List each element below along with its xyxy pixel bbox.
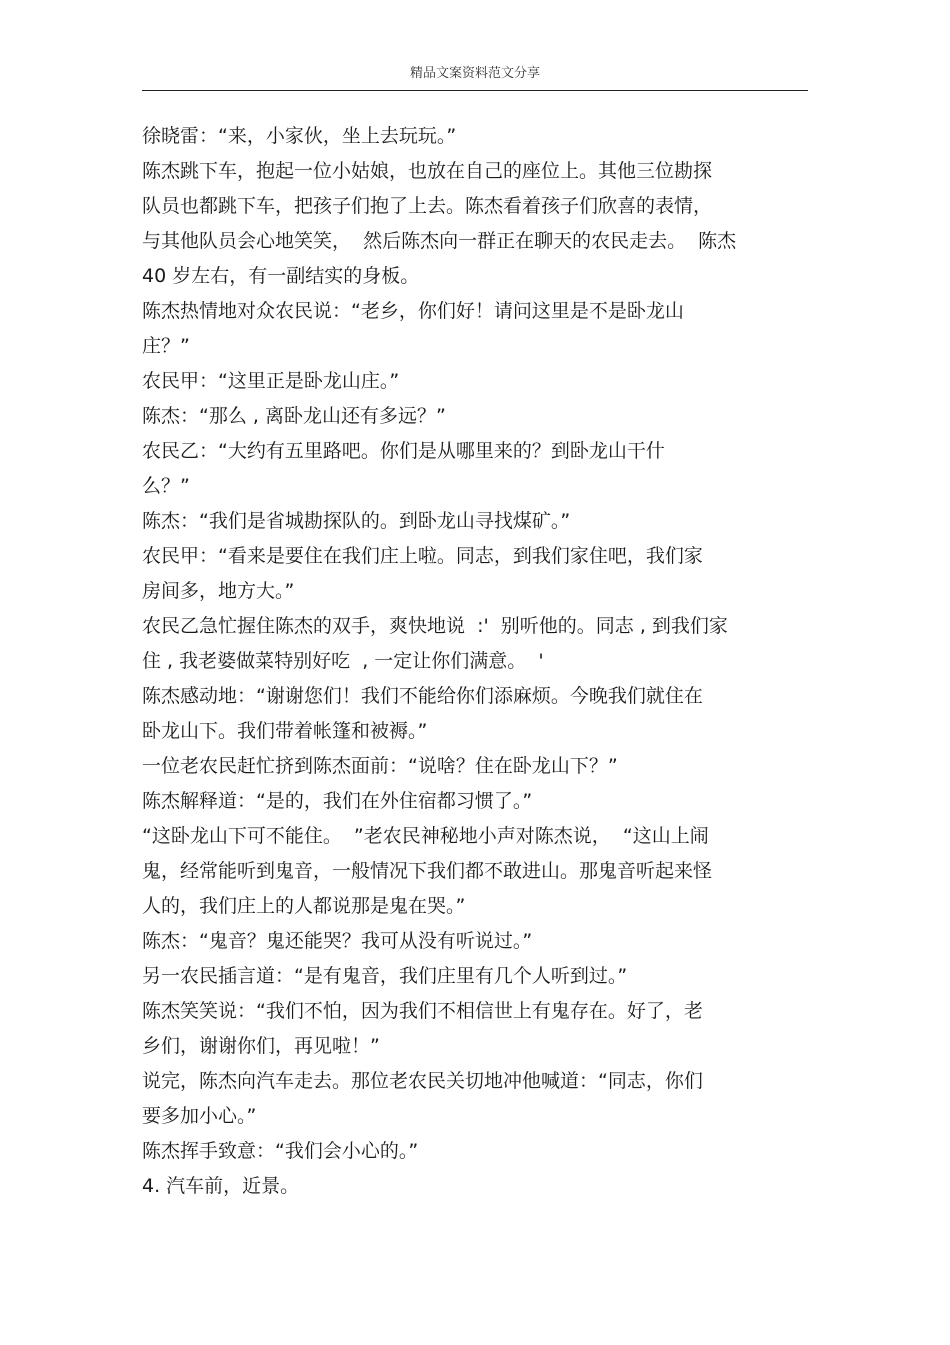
text-line: 住 , 我老婆做菜特别好吃 , 一定让你们满意。 '	[142, 650, 544, 672]
text-line: 与其他队员会心地笑笑， 然后陈杰向一群正在聊天的农民走去。 陈杰	[142, 230, 737, 252]
text-line: 队员也都跳下车，把孩子们抱了上去。陈杰看着孩子们欣喜的表情，	[142, 195, 713, 217]
text-line: 庄？”	[142, 335, 190, 357]
page-header: 精品文案资料范文分享	[409, 66, 540, 81]
text-line: 房间多，地方大。”	[142, 580, 295, 602]
text-line: 乡们，谢谢你们，再见啦！”	[142, 1035, 380, 1057]
text-line: 农民乙急忙握住陈杰的双手，爽快地说 :' 别听他的。同志 , 到我们家	[142, 615, 728, 637]
text-line: 么？”	[142, 475, 190, 497]
text-line: 卧龙山下。我们带着帐篷和被褥。”	[142, 720, 428, 742]
header-divider	[142, 90, 808, 91]
text-line: 农民甲：“这里正是卧龙山庄。”	[142, 370, 400, 392]
text-line: 陈杰解释道：“是的，我们在外住宿都习惯了。”	[142, 790, 533, 812]
text-line: 4. 汽车前，近景。	[142, 1175, 300, 1197]
text-line: 人的，我们庄上的人都说那是鬼在哭。”	[142, 895, 466, 917]
text-line: 农民甲：“看来是要住在我们庄上啦。同志，到我们家住吧，我们家	[142, 545, 703, 567]
text-line: 陈杰热情地对众农民说：“老乡，你们好！请问这里是不是卧龙山	[142, 300, 684, 322]
text-line: 陈杰：“我们是省城勘探队的。到卧龙山寻找煤矿。”	[142, 510, 571, 532]
text-line: 陈杰笑笑说：“我们不怕，因为我们不相信世上有鬼存在。好了，老	[142, 1000, 703, 1022]
text-line: 一位老农民赶忙挤到陈杰面前：“说啥？住在卧龙山下？”	[142, 755, 618, 777]
text-line: 鬼，经常能听到鬼音，一般情况下我们都不敢进山。那鬼音听起来怪	[142, 860, 713, 882]
text-line: 另一农民插言道：“是有鬼音，我们庄里有几个人听到过。”	[142, 965, 628, 987]
text-line: 陈杰跳下车，抱起一位小姑娘，也放在自己的座位上。其他三位勘探	[142, 160, 713, 182]
script-body	[142, 119, 822, 1204]
text-line: 说完，陈杰向汽车走去。那位老农民关切地冲他喊道：“同志，你们	[142, 1070, 703, 1092]
text-line: “这卧龙山下可不能住。 ”老农民神秘地小声对陈杰说， “这山上闹	[142, 825, 709, 847]
text-line: 陈杰挥手致意：“我们会小心的。”	[142, 1140, 419, 1162]
text-line: 要多加小心。”	[142, 1105, 257, 1127]
text-line: 农民乙：“大约有五里路吧。你们是从哪里来的？到卧龙山干什	[142, 440, 665, 462]
text-line: 陈杰：“那么 , 离卧龙山还有多远？”	[142, 405, 446, 427]
text-line: 陈杰：“鬼音？鬼还能哭？我可从没有听说过。”	[142, 930, 533, 952]
text-line: 40 岁左右，有一副结实的身板。	[142, 265, 420, 287]
text-line: 陈杰感动地：“谢谢您们！我们不能给你们添麻烦。今晚我们就住在	[142, 685, 703, 707]
text-line: 徐晓雷：“来，小家伙，坐上去玩玩。”	[142, 125, 457, 147]
